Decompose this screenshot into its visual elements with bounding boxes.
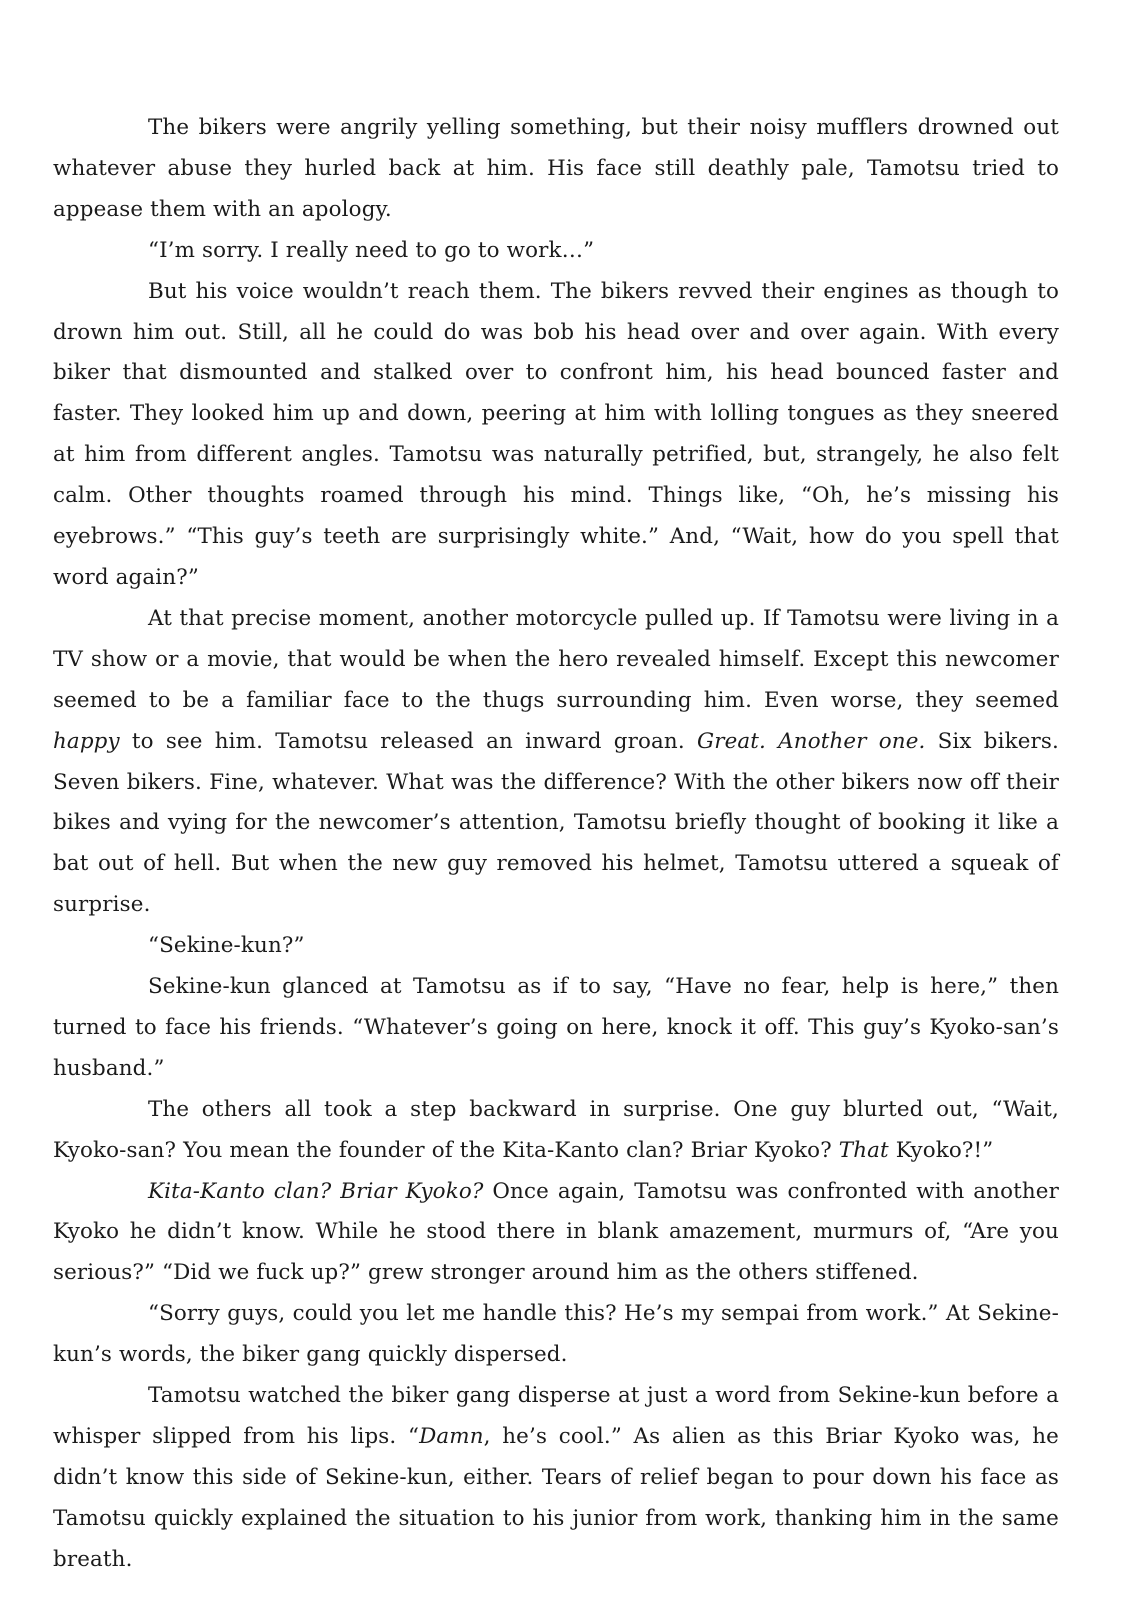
text-run: to see him. Tamotsu released an inward groan.: [119, 728, 697, 754]
paragraph: [53, 231, 1059, 272]
italic-text-run: Damn: [419, 1424, 484, 1449]
text-run: Once again, Tamotsu was confronted with another Kyoko he didn’t know. While he stood there in blank amazement, murmurs of, “Are you serious?” “Did we fuck up?” grew stronger around him as the others stiffened.: [53, 1178, 1059, 1286]
text-run: “I’m sorry. I really need to go to work…”: [148, 237, 595, 263]
paragraph: [53, 272, 1059, 599]
text-run: The others all took a step backward in surprise. One guy blurted out, “Wait, Kyoko-san? You mean the founder of the Kita-Kanto clan? Briar Kyoko?: [53, 1096, 1059, 1163]
paragraph: [53, 599, 1059, 926]
text-run: But his voice wouldn’t reach them. The bikers revved their engines as though to drown him out. Still, all he could do was bob his head over and over again. With every biker that dismounted and stalked over to confront him, his head bounced faster and faster. They looked him up and down, peering at him with lolling tongues as they sneered at him from different angles. Tamotsu was naturally petrified, but, strangely, he also felt calm. Other thoughts roamed through his mind. Things like, “Oh, he’s missing his eyebrows.” “This guy’s teeth are surprisingly white.” And, “Wait, how do you spell that word again?”: [53, 278, 1059, 590]
italic-text-run: Great. Another one.: [696, 728, 926, 754]
paragraph: [53, 967, 1059, 1090]
text-run: At that precise moment, another motorcycle pulled up. If Tamotsu were living in a TV show or a movie, that would be when the hero revealed himself. Except this newcomer seemed to be a familiar face to the thugs surrounding him. Even worse, they seemed: [53, 605, 1059, 713]
text-run: The bikers were angrily yelling something, but their noisy mufflers drowned out whatever abuse they hurled back at him. His face still deathly pale, Tamotsu tried to appease them with an apology.: [53, 115, 1059, 222]
italic-text-run: That: [838, 1137, 889, 1163]
italic-text-run: Kita-Kanto clan? Briar Kyoko?: [148, 1178, 484, 1204]
text-run: Sekine-kun glanced at Tamotsu as if to say, “Have no fear, help is here,” then turned to face his friends. “Whatever’s going on here, knock it off. This guy’s Kyoko-san’s husband.”: [53, 974, 1059, 1081]
paragraph: [53, 1172, 1059, 1295]
paragraph: [53, 108, 1059, 231]
text-run: Six bikers. Seven bikers. Fine, whatever. What was the difference? With the other bikers now off their bikes and vying for the newcomer’s attention, Tamotsu briefly thought of booking it like a bat out of hell. But when the new guy removed his helmet, Tamotsu uttered a squeak of surprise.: [53, 728, 1059, 918]
text-run: , he’s cool.” As alien as this Briar Kyoko was, he didn’t know this side of Sekine-kun, either. Tears of relief began to pour down his face as Tamotsu quickly explained the situation to his junior from work, thanking him in the same breath.: [53, 1424, 1059, 1572]
text-run: Tamotsu watched the biker gang disperse at just a word from Sekine-kun before a whisper slipped from his lips. “: [53, 1383, 1059, 1449]
paragraph: [53, 1090, 1059, 1172]
document-page: [53, 108, 1059, 1581]
italic-text-run: happy: [53, 728, 120, 754]
text-run: Kyoko?!”: [888, 1137, 994, 1163]
paragraph: [53, 1294, 1059, 1376]
paragraph: [53, 926, 1059, 967]
paragraph: [53, 1376, 1059, 1581]
text-run: “Sorry guys, could you let me handle this? He’s my sempai from work.” At Sekine-kun’s words, the biker gang quickly dispersed.: [53, 1301, 1059, 1368]
text-run: “Sekine-kun?”: [148, 933, 305, 959]
